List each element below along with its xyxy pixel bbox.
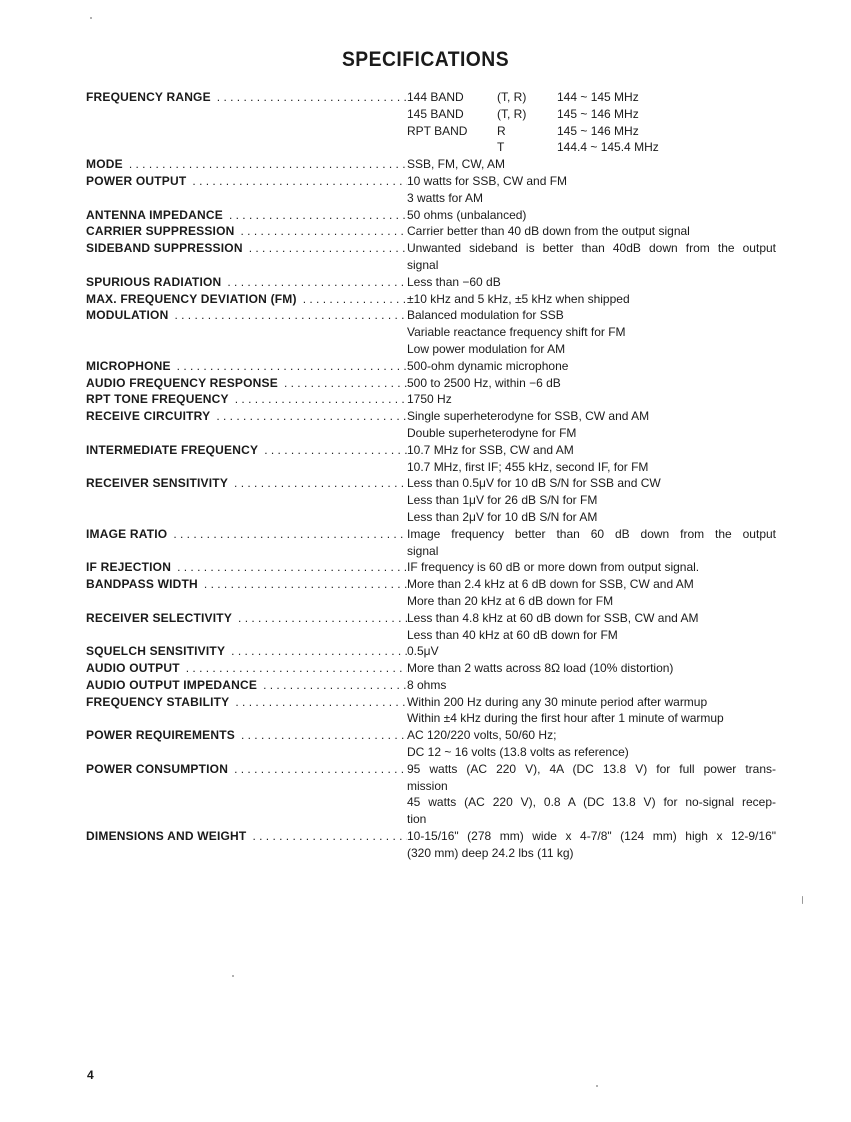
spec-label-text: AUDIO OUTPUT xyxy=(86,661,180,676)
spec-value-line: Less than 2μV for 10 dB S/N for AM xyxy=(407,509,598,524)
spec-value-line: Balanced modulation for SSB xyxy=(407,308,564,323)
spec-label-text: FREQUENCY RANGE xyxy=(86,90,211,104)
spec-values xyxy=(407,576,776,610)
band-row xyxy=(407,106,776,123)
spec-value-line: Variable reactance frequency shift for FM xyxy=(407,325,626,340)
spec-value-line: 10.7 MHz, first IF; 455 kHz, second IF, for FM xyxy=(407,459,649,474)
band-mode: T xyxy=(497,140,505,155)
page-title: SPECIFICATIONS xyxy=(341,48,510,71)
spec-label-text: INTERMEDIATE FREQUENCY xyxy=(86,442,259,457)
spec-label-text: RECEIVER SELECTIVITY xyxy=(86,610,233,625)
spec-row xyxy=(86,475,776,525)
spec-label-text: POWER CONSUMPTION xyxy=(86,761,229,776)
spec-label xyxy=(86,610,407,644)
scan-speck xyxy=(232,975,234,977)
spec-label-text: RECEIVE CIRCUITRY xyxy=(86,409,211,424)
spec-value-line: 8 ohms xyxy=(407,677,447,692)
spec-label-text: IMAGE RATIO xyxy=(86,526,168,541)
spec-value-line: mission xyxy=(407,778,448,793)
leader-dots xyxy=(192,173,407,207)
spec-label-text: CARRIER SUPPRESSION xyxy=(86,224,235,239)
leader-dots xyxy=(229,207,407,224)
spec-value-line: signal xyxy=(407,257,439,272)
spec-value-line: 1750 Hz xyxy=(407,392,452,407)
spec-label xyxy=(86,358,407,375)
spec-label-text: RECEIVER SENSITIVITY xyxy=(86,476,229,491)
spec-row xyxy=(86,274,776,291)
spec-row xyxy=(86,156,776,173)
spec-label xyxy=(86,89,407,156)
spec-values xyxy=(407,526,776,560)
spec-label xyxy=(86,240,407,274)
spec-label xyxy=(86,660,407,677)
spec-label xyxy=(86,526,407,560)
scan-speck xyxy=(90,17,92,19)
spec-values xyxy=(407,173,776,207)
spec-value-line: 0.5μV xyxy=(407,644,439,659)
leader-dots xyxy=(177,559,407,576)
leader-dots xyxy=(204,576,407,610)
leader-dots xyxy=(227,274,407,291)
band-row xyxy=(407,89,776,106)
spec-value-line: Low power modulation for AM xyxy=(407,341,566,356)
spec-values xyxy=(407,660,776,677)
spec-value-line: 45 watts (AC 220 V), 0.8 A (DC 13.8 V) for no-signal recep- xyxy=(407,795,776,810)
leader-dots xyxy=(238,610,407,644)
leader-dots xyxy=(217,89,407,156)
scan-speck xyxy=(802,896,803,904)
spec-label-text: MODULATION xyxy=(86,308,169,323)
band-range: 145 ~ 146 MHz xyxy=(557,123,639,138)
band-range: 144 ~ 145 MHz xyxy=(557,90,639,104)
leader-dots xyxy=(129,156,407,173)
spec-value-line: (320 mm) deep 24.2 lbs (11 kg) xyxy=(407,845,574,860)
spec-value-line: AC 120/220 volts, 50/60 Hz; xyxy=(407,728,557,743)
spec-values xyxy=(407,475,776,525)
spec-row xyxy=(86,291,776,308)
spec-label-text: POWER REQUIREMENTS xyxy=(86,728,235,743)
spec-label xyxy=(86,375,407,392)
spec-row-frequency-range xyxy=(86,89,776,156)
spec-values xyxy=(407,156,776,173)
spec-row xyxy=(86,576,776,610)
spec-value-line: Less than 1μV for 26 dB S/N for FM xyxy=(407,493,598,508)
leader-dots xyxy=(177,358,407,375)
spec-row xyxy=(86,207,776,224)
spec-label xyxy=(86,828,407,862)
spec-values xyxy=(407,274,776,291)
spec-label xyxy=(86,442,407,476)
spec-value-line: Within 200 Hz during any 30 minute period after warmup xyxy=(407,694,708,709)
spec-label-text: ANTENNA IMPEDANCE xyxy=(86,207,223,222)
leader-dots xyxy=(264,442,407,476)
leader-dots xyxy=(303,291,407,308)
leader-dots xyxy=(186,660,407,677)
spec-row xyxy=(86,240,776,274)
spec-value-line: Carrier better than 40 dB down from the output signal xyxy=(407,224,690,239)
spec-label-text: POWER OUTPUT xyxy=(86,173,187,188)
spec-values xyxy=(407,391,776,408)
band-mode: (T, R) xyxy=(497,106,527,121)
spec-row xyxy=(86,358,776,375)
spec-label xyxy=(86,475,407,525)
scan-speck xyxy=(596,1085,598,1087)
spec-label-text: MICROPHONE xyxy=(86,358,171,373)
spec-row xyxy=(86,526,776,560)
spec-values xyxy=(407,761,776,828)
spec-values xyxy=(407,240,776,274)
spec-label xyxy=(86,291,407,308)
leader-dots xyxy=(263,677,407,694)
spec-value-line: Less than −60 dB xyxy=(407,274,501,289)
spec-row xyxy=(86,375,776,392)
leader-dots xyxy=(231,643,407,660)
spec-value-line: tion xyxy=(407,812,427,827)
spec-row xyxy=(86,643,776,660)
spec-value-line: Less than 4.8 kHz at 60 dB down for SSB, CW and AM xyxy=(407,610,699,625)
spec-value-line: 10 watts for SSB, CW and FM xyxy=(407,173,568,188)
spec-value-line: Less than 40 kHz at 60 dB down for FM xyxy=(407,627,618,642)
spec-values xyxy=(407,89,776,156)
spec-values xyxy=(407,207,776,224)
spec-row xyxy=(86,223,776,240)
spec-row xyxy=(86,307,776,357)
band-row xyxy=(407,123,776,140)
spec-value-line: DC 12 ~ 16 volts (13.8 volts as reference) xyxy=(407,745,629,760)
band-mode: (T, R) xyxy=(497,90,527,104)
spec-label xyxy=(86,223,407,240)
spec-row xyxy=(86,610,776,644)
spec-row xyxy=(86,677,776,694)
leader-dots xyxy=(235,391,407,408)
spec-label xyxy=(86,307,407,357)
spec-label xyxy=(86,173,407,207)
spec-label-text: SPURIOUS RADIATION xyxy=(86,274,222,289)
spec-row xyxy=(86,828,776,862)
spec-value-line: Image frequency better than 60 dB down from the output xyxy=(407,526,776,541)
spec-label-text: MODE xyxy=(86,157,123,172)
spec-value-line: 50 ohms (unbalanced) xyxy=(407,207,527,222)
band-name xyxy=(407,139,497,156)
spec-value-line: Double superheterodyne for FM xyxy=(407,425,577,440)
spec-row xyxy=(86,727,776,761)
spec-value-line: More than 20 kHz at 6 dB down for FM xyxy=(407,593,614,608)
spec-value-line: Single superheterodyne for SSB, CW and AM xyxy=(407,409,650,424)
spec-values xyxy=(407,291,776,308)
spec-row xyxy=(86,660,776,677)
spec-values xyxy=(407,408,776,442)
spec-label-text: BANDPASS WIDTH xyxy=(86,577,198,592)
leader-dots xyxy=(234,761,407,828)
spec-value-line: 500-ohm dynamic microphone xyxy=(407,358,569,373)
leader-dots xyxy=(235,694,407,728)
spec-value-line: Within ±4 kHz during the first hour after 1 minute of warmup xyxy=(407,711,724,726)
leader-dots xyxy=(284,375,407,392)
spec-row xyxy=(86,173,776,207)
leader-dots xyxy=(173,526,407,560)
spec-values xyxy=(407,694,776,728)
spec-value-line: IF frequency is 60 dB or more down from output signal. xyxy=(407,560,700,575)
spec-label-text: AUDIO FREQUENCY RESPONSE xyxy=(86,375,278,390)
spec-value-line: More than 2.4 kHz at 6 dB down for SSB, CW and AM xyxy=(407,577,694,592)
spec-row xyxy=(86,559,776,576)
spec-values xyxy=(407,610,776,644)
spec-label xyxy=(86,408,407,442)
spec-label xyxy=(86,761,407,828)
spec-value-line: Unwanted sideband is better than 40dB down from the output xyxy=(407,241,776,256)
leader-dots xyxy=(234,475,407,525)
spec-label-text: IF REJECTION xyxy=(86,560,172,575)
spec-rows xyxy=(86,156,776,861)
spec-value-line: 95 watts (AC 220 V), 4A (DC 13.8 V) for full power trans- xyxy=(407,761,776,776)
spec-row xyxy=(86,408,776,442)
spec-label-text: AUDIO OUTPUT IMPEDANCE xyxy=(86,677,258,692)
spec-label-text: SQUELCH SENSITIVITY xyxy=(86,644,226,659)
spec-value-line: 3 watts for AM xyxy=(407,190,484,205)
band-name: 145 BAND xyxy=(407,106,464,121)
leader-dots xyxy=(241,727,407,761)
leader-dots xyxy=(216,408,407,442)
spec-label-text: MAX. FREQUENCY DEVIATION (FM) xyxy=(86,291,297,306)
spec-label xyxy=(86,727,407,761)
band-name: 144 BAND xyxy=(407,90,464,104)
spec-row xyxy=(86,442,776,476)
spec-row xyxy=(86,391,776,408)
spec-value-line: 10.7 MHz for SSB, CW and AM xyxy=(407,442,574,457)
spec-value-line: ±10 kHz and 5 kHz, ±5 kHz when shipped xyxy=(407,291,630,306)
band-name: RPT BAND xyxy=(407,123,468,138)
spec-values xyxy=(407,559,776,576)
spec-values xyxy=(407,358,776,375)
leader-dots xyxy=(249,240,407,274)
spec-value-line: More than 2 watts across 8Ω load (10% distortion) xyxy=(407,661,674,676)
spec-label xyxy=(86,643,407,660)
spec-values xyxy=(407,223,776,240)
spec-values xyxy=(407,828,776,862)
spec-values xyxy=(407,442,776,476)
leader-dots xyxy=(252,828,407,862)
spec-value-line: 500 to 2500 Hz, within −6 dB xyxy=(407,375,561,390)
leader-dots xyxy=(241,223,408,240)
spec-row xyxy=(86,761,776,828)
spec-label-text: DIMENSIONS AND WEIGHT xyxy=(86,829,247,844)
spec-label xyxy=(86,576,407,610)
spec-values xyxy=(407,307,776,357)
spec-label xyxy=(86,391,407,408)
page-number: 4 xyxy=(87,1068,94,1082)
spec-value-line: SSB, FM, CW, AM xyxy=(407,157,506,172)
spec-label xyxy=(86,207,407,224)
spec-list xyxy=(86,89,776,862)
spec-label-text: FREQUENCY STABILITY xyxy=(86,694,230,709)
spec-label-text: SIDEBAND SUPPRESSION xyxy=(86,241,243,256)
spec-values xyxy=(407,677,776,694)
spec-value-line: 10-15/16" (278 mm) wide x 4-7/8" (124 mm) high x 12-9/16" xyxy=(407,829,776,844)
band-range: 145 ~ 146 MHz xyxy=(557,106,639,121)
spec-label xyxy=(86,694,407,728)
spec-label xyxy=(86,559,407,576)
spec-value-line: Less than 0.5μV for 10 dB S/N for SSB and CW xyxy=(407,476,661,491)
band-mode: R xyxy=(497,123,506,138)
spec-label xyxy=(86,274,407,291)
band-range: 144.4 ~ 145.4 MHz xyxy=(557,140,659,155)
spec-values xyxy=(407,375,776,392)
spec-value-line: signal xyxy=(407,543,439,558)
spec-label-text: RPT TONE FREQUENCY xyxy=(86,392,229,407)
spec-values xyxy=(407,727,776,761)
spec-label xyxy=(86,156,407,173)
band-row xyxy=(407,139,776,156)
spec-label xyxy=(86,677,407,694)
spec-row xyxy=(86,694,776,728)
leader-dots xyxy=(174,307,407,357)
spec-values xyxy=(407,643,776,660)
